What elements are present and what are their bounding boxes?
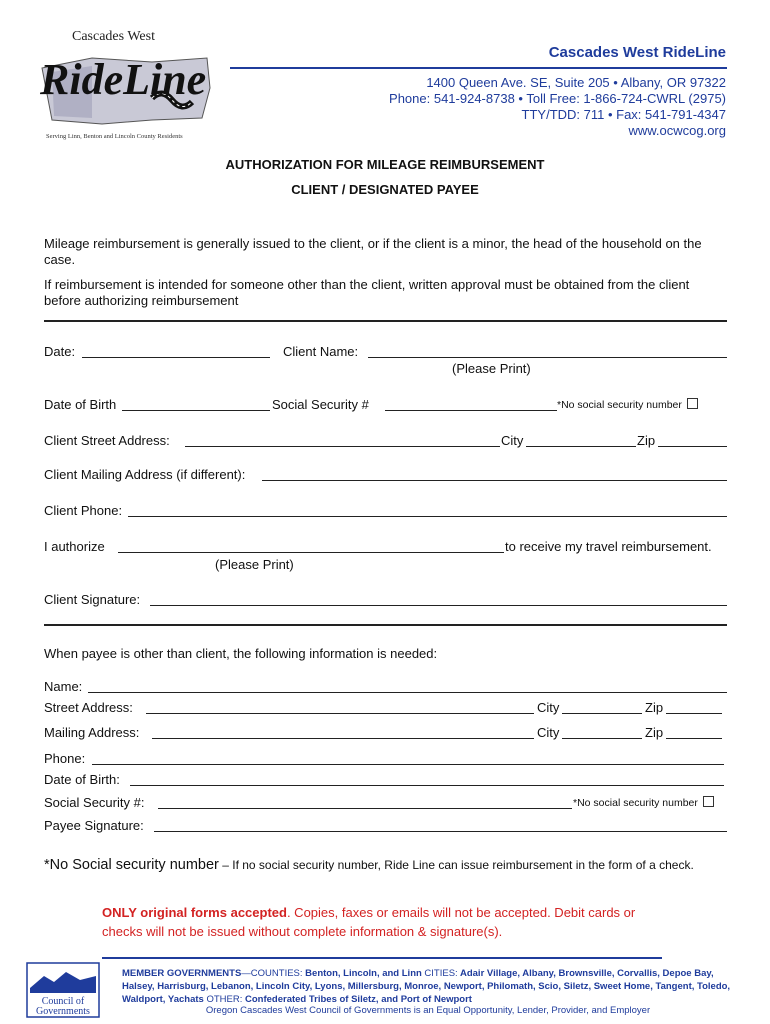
payee-no-ssn-option [573,796,714,809]
cities-list: Adair Village, Albany, Brownsville, Corvallis, Depoe Bay, Halsey, Harrisburg, Lebanon, Lincoln City, Lyons, Millersburg, Monroe, Newport, Philomath, Scio, Siletz, Sweet Home, Tangent, Toledo, Waldport, Yachats [122,968,731,1005]
address: 1400 Queen Ave. SE, Suite 205 • Albany, OR 97322 [426,75,726,90]
client-signature-field[interactable] [150,605,727,606]
date-field[interactable] [82,357,270,358]
ssn-label: Social Security # [272,397,369,412]
payee-ssn-label: Social Security #: [44,795,145,810]
eeo-statement: Oregon Cascades West Council of Governments is an Equal Opportunity, Lender, Provider, and Employer [205,1005,651,1016]
dob-label: Date of Birth [44,397,117,412]
cog-logo-text-2: Governments [36,1006,90,1017]
contact-block [389,75,726,139]
no-ssn-note-text: – If no social security number, Ride Line can issue reimbursement in the form of a check. [218,858,694,872]
section-divider [44,320,727,322]
payee-no-ssn-checkbox[interactable] [703,796,714,807]
client-name-label: Client Name: [283,344,359,359]
payee-street-field[interactable] [146,713,534,714]
org-title: Cascades West RideLine [548,44,726,61]
logo-tagline: Serving Linn, Benton and Lincoln County Residents [46,133,183,140]
payee-signature-field[interactable] [154,831,727,832]
payee-mailing-zip-label: Zip [645,725,664,740]
original-forms-notice [102,903,662,941]
logo-top-text: Cascades West [72,29,155,44]
other-label: OTHER: [203,994,243,1005]
payee-zip-field[interactable] [666,713,722,714]
dob-field[interactable] [122,410,270,411]
client-signature-label: Client Signature: [44,592,141,607]
payee-no-ssn-label: *No social security number [573,797,698,809]
please-print-note-2: (Please Print) [215,557,294,572]
original-forms-bold: ONLY original forms accepted [102,905,287,920]
payee-mailing-zip-field[interactable] [666,738,722,739]
footer-rule [102,957,662,959]
intro-paragraph-1: Mileage reimbursement is generally issued to the client, or if the client is a minor, the head of the household on the case. [44,236,702,267]
payee-intro: When payee is other than client, the following information is needed: [44,646,438,661]
cog-logo-text-1: Council of [41,996,85,1007]
counties-list: Benton, Lincoln, and Linn [302,968,422,979]
payee-phone-label: Phone: [44,751,86,766]
payee-dob-label: Date of Birth: [44,772,120,787]
counties-label: —COUNTIES: [241,968,303,979]
no-ssn-checkbox[interactable] [687,398,698,409]
no-ssn-note-lead: *No Social security number [44,857,219,873]
client-phone-field[interactable] [128,516,727,517]
payee-street-label: Street Address: [44,700,133,715]
payee-zip-label: Zip [645,700,664,715]
zip-field[interactable] [658,446,727,447]
no-ssn-label: *No social security number [557,399,682,411]
client-name-field[interactable] [368,357,727,358]
cog-logo [26,962,100,1018]
payee-mailing-city-label: City [537,725,560,740]
member-governments [122,967,734,1006]
mailing-field[interactable] [262,480,727,481]
zip-label: Zip [637,433,656,448]
other-list: Confederated Tribes of Siletz, and Port of Newport [242,994,472,1005]
payee-phone-field[interactable] [92,764,724,765]
payee-mailing-city-field[interactable] [562,738,642,739]
mailing-label: Client Mailing Address (if different): [44,467,246,482]
payee-city-label: City [537,700,560,715]
payee-mailing-field[interactable] [152,738,534,739]
authorize-tail: to receive my travel reimbursement. [505,539,712,554]
payee-city-field[interactable] [562,713,642,714]
rideline-logo [32,28,222,143]
authorize-label: I authorize [44,539,105,554]
intro-paragraph-2: If reimbursement is intended for someone other than the client, written approval must be obtained from the client before authorizing reimbursement [44,277,690,308]
tty-fax: TTY/TDD: 711 • Fax: 541-791-4347 [521,107,726,122]
client-phone-label: Client Phone: [44,503,123,518]
street-field[interactable] [185,446,500,447]
website-link[interactable]: www.ocwcog.org [628,123,726,138]
city-label: City [501,433,524,448]
city-field[interactable] [526,446,636,447]
cities-label: CITIES: [421,968,458,979]
street-label: Client Street Address: [44,433,170,448]
members-label: MEMBER GOVERNMENTS [122,968,242,979]
ssn-field[interactable] [385,410,557,411]
section-divider-2 [44,624,727,626]
no-ssn-note [44,857,694,873]
payee-name-label: Name: [44,679,83,694]
original-forms-text: . Copies, faxes or emails will not be accepted. Debit cards or checks will not be issued without complete information & signature(s). [102,905,636,939]
payee-dob-field[interactable] [130,785,724,786]
no-ssn-option [557,398,698,411]
header-rule [230,67,727,69]
payee-signature-label: Payee Signature: [44,818,144,833]
please-print-note: (Please Print) [452,361,531,376]
payee-ssn-field[interactable] [158,808,572,809]
form-subtitle: CLIENT / DESIGNATED PAYEE [291,182,479,197]
payee-mailing-label: Mailing Address: [44,725,140,740]
form-title: AUTHORIZATION FOR MILEAGE REIMBURSEMENT [225,157,545,172]
phone: Phone: 541-924-8738 • Toll Free: 1-866-724-CWRL (2975) [389,91,726,106]
authorize-field[interactable] [118,552,504,553]
payee-name-field[interactable] [88,692,727,693]
logo-brand: RideLine [40,55,207,104]
date-label: Date: [44,344,76,359]
